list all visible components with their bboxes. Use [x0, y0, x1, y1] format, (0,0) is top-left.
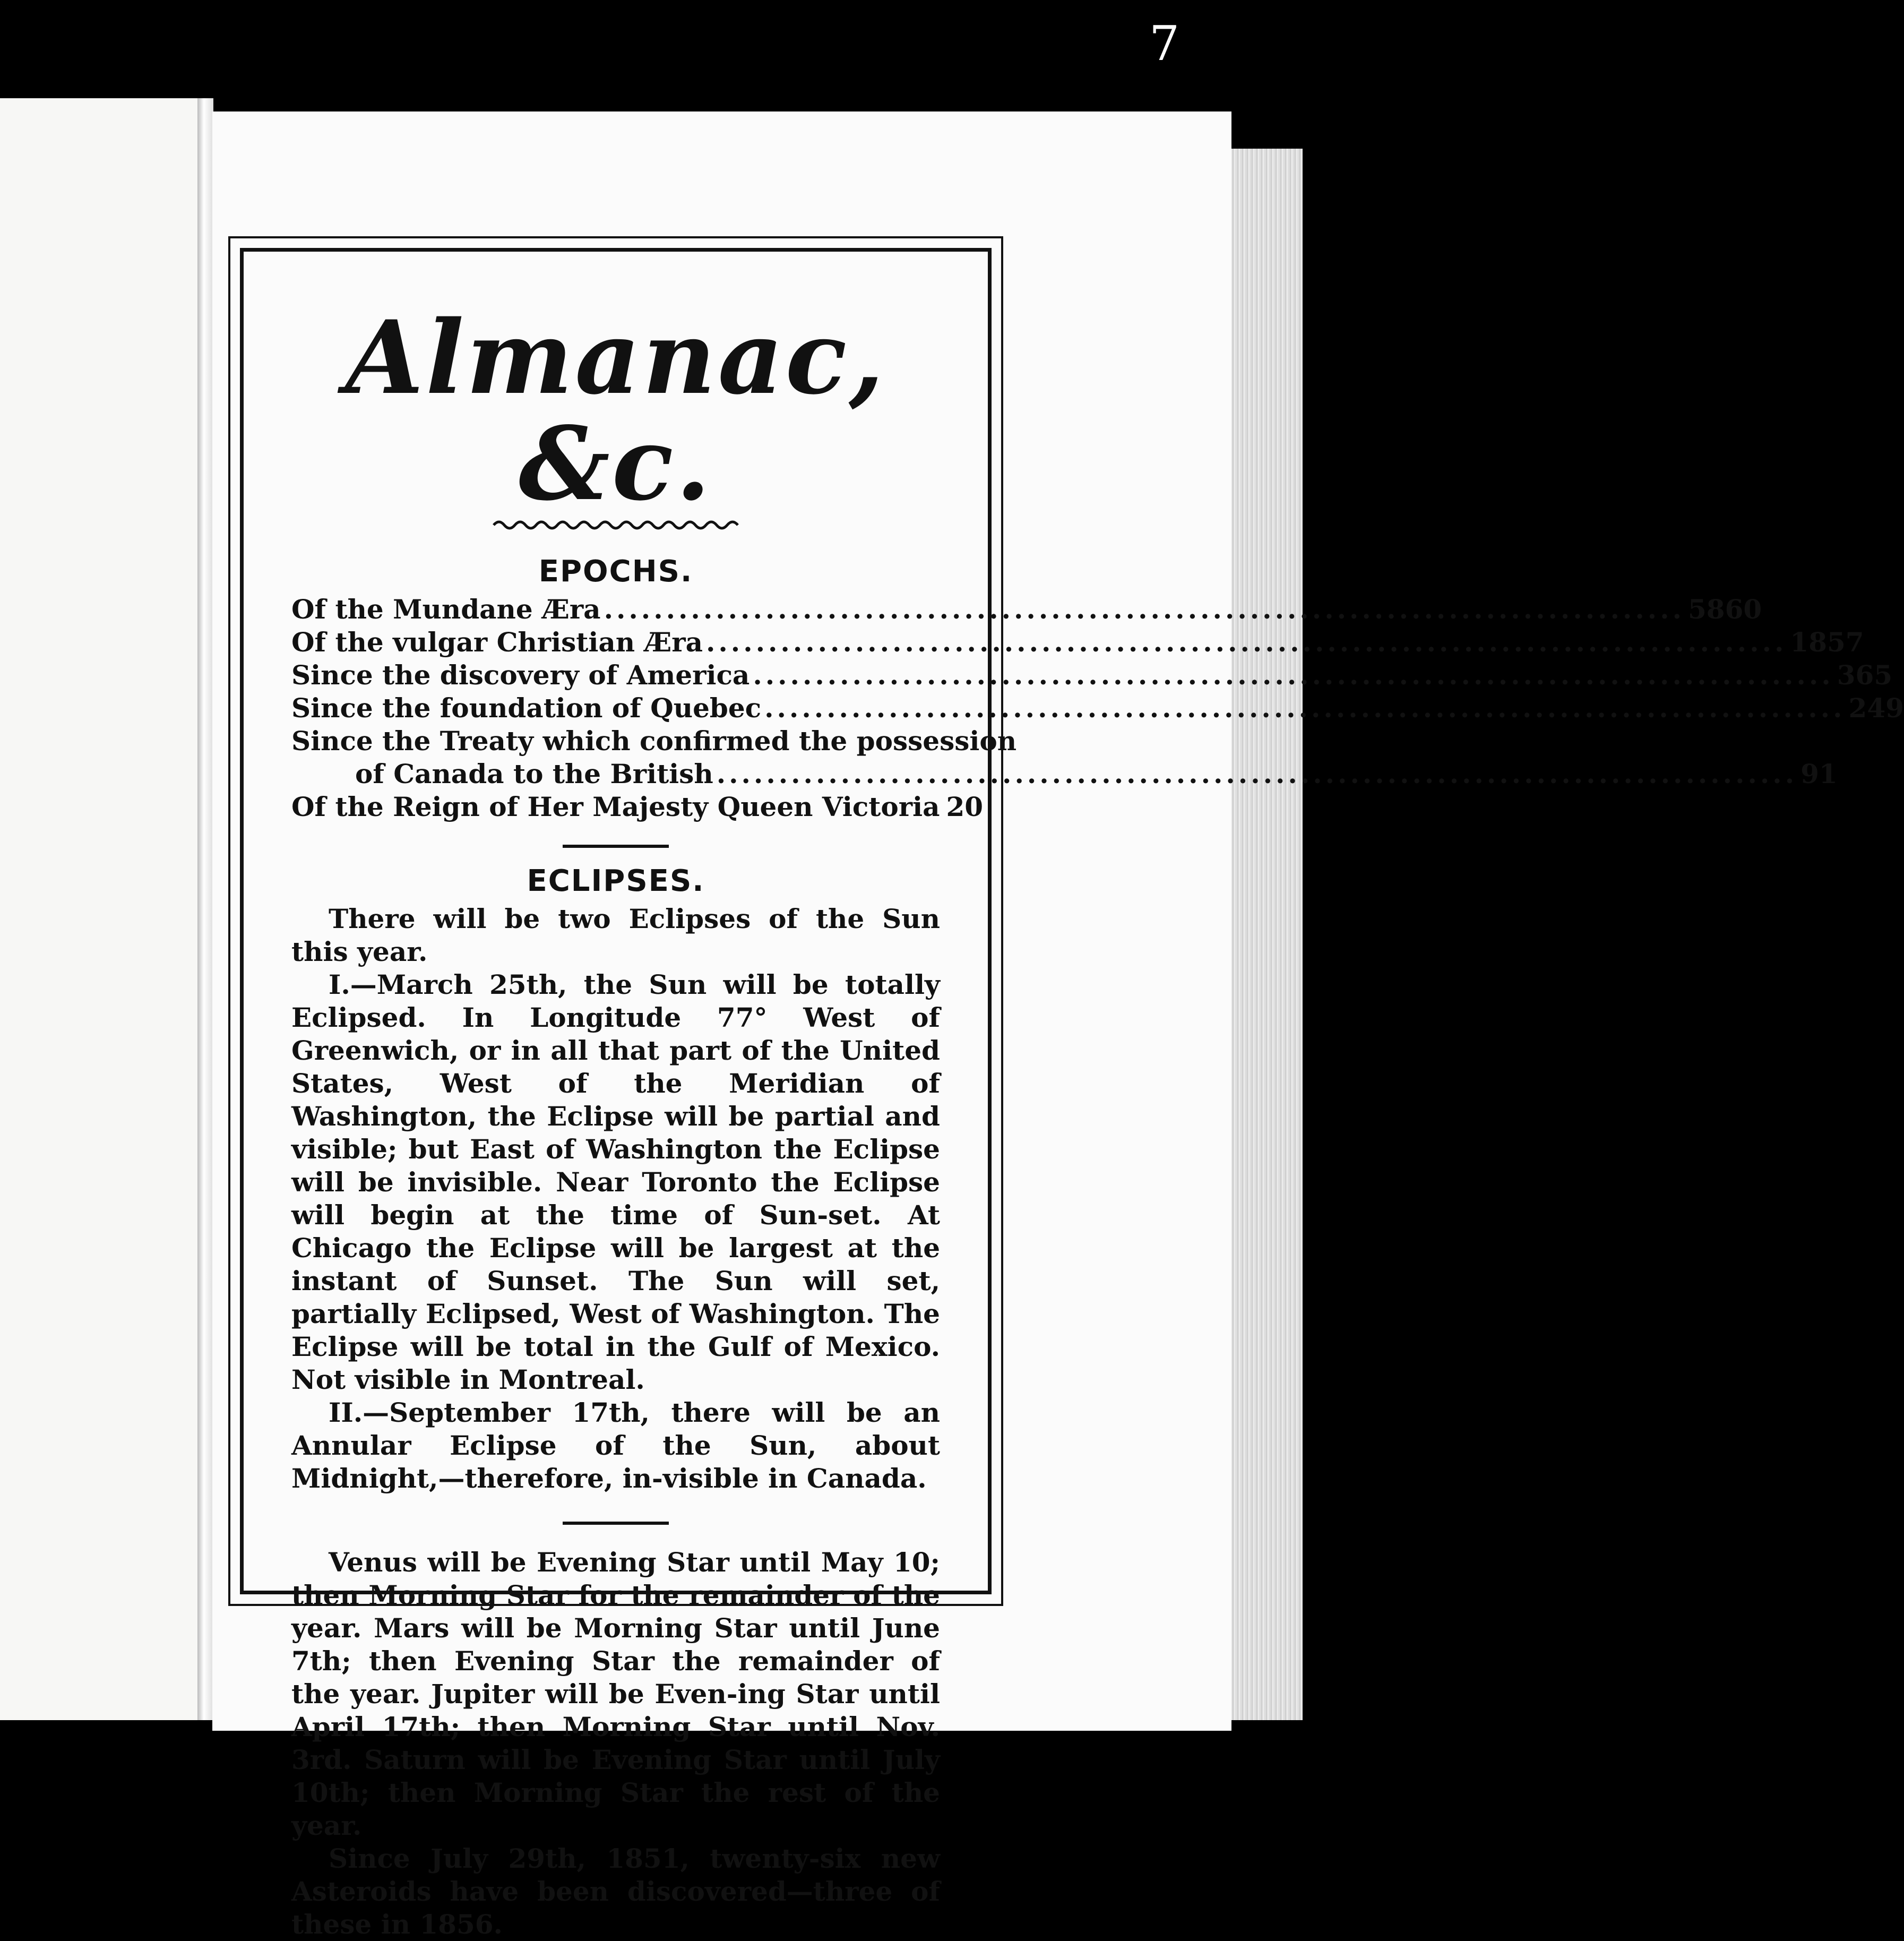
almanac-frame-inner	[240, 248, 1904, 1940]
epochs-heading: EPOCHS.	[538, 554, 693, 589]
epoch-value: 20	[946, 791, 984, 822]
epoch-label: Since the Treaty which confirmed the possession	[291, 725, 1017, 757]
leader-dots: .......................................................................................	[705, 626, 1787, 658]
eclipses-heading: ECLIPSES.	[527, 864, 705, 898]
epoch-value: 5860	[1688, 594, 1762, 625]
epoch-row	[291, 791, 984, 823]
epoch-row	[291, 758, 1838, 791]
epoch-label: Of the Mundane Æra	[291, 594, 601, 625]
epoch-row	[291, 593, 1762, 626]
almanac-frame	[228, 236, 1904, 1940]
epoch-value: 91	[1800, 758, 1838, 789]
page-edges	[1231, 149, 1303, 1720]
leader-dots: .......................................................................................	[604, 594, 1685, 625]
leader-dots: .......................................................................................	[753, 659, 1834, 691]
epoch-row	[291, 659, 1893, 692]
epoch-label: of Canada to the British	[355, 758, 713, 789]
epoch-label: Since the discovery of America	[291, 659, 750, 691]
epoch-value: 249	[1848, 692, 1904, 724]
planets-paragraph: Since July 29th, 1851, twenty-six new Asteroids have been discovered—three of these in 1856.	[291, 1843, 940, 1940]
section-divider	[563, 845, 669, 848]
eclipses-paragraph: II.—September 17th, there will be an Annular Eclipse of the Sun, about Midnight,—therefore, in-visible in Canada.	[291, 1397, 940, 1494]
epoch-row	[291, 626, 1864, 659]
almanac-content	[291, 294, 1904, 1940]
book-spine	[197, 98, 213, 1720]
epoch-label: Of the vulgar Christian Æra	[291, 626, 703, 658]
epoch-value: 365	[1837, 659, 1893, 691]
epoch-row	[291, 725, 1017, 758]
leader-dots: .......................................................................................	[764, 692, 1846, 724]
planets-paragraph: Venus will be Evening Star until May 10; then Morning Star for the remainder of the year. Mars will be Morning Star until June 7th; then Evening Star the remainder of the year. Jupiter will be Even-ing Star until April 17th; then Morning Star until Nov. 3rd. Saturn will be Evening Star until July 10th; then Morning Star the rest of the year.	[291, 1547, 940, 1841]
page-title: Almanac, &c.	[345, 298, 886, 523]
corner-mark: 7	[1149, 16, 1180, 72]
epoch-label: Since the foundation of Quebec	[291, 692, 762, 724]
epoch-row	[291, 692, 1904, 725]
epoch-label: Of the Reign of Her Majesty Queen Victoria	[291, 791, 940, 822]
left-page	[0, 98, 208, 1720]
epoch-value: 1857	[1790, 626, 1864, 658]
leader-dots: .......................................................................................	[716, 758, 1798, 789]
eclipses-paragraph: There will be two Eclipses of the Sun this year.	[291, 903, 940, 967]
section-divider	[563, 1522, 669, 1525]
eclipses-paragraph: I.—March 25th, the Sun will be totally Eclipsed. In Longitude 77° West of Greenwich, or in all that part of the United States, West of the Meridian of Washington, the Eclipse will be partial and visible; but East of Washington the Eclipse will be invisible. Near Toronto the Eclipse will begin at the time of Sun-set. At Chicago the Eclipse will be largest at the instant of Sunset. The Sun will set, partially Eclipsed, West of Washington. The Eclipse will be total in the Gulf of Mexico. Not visible in Montreal.	[291, 969, 940, 1395]
